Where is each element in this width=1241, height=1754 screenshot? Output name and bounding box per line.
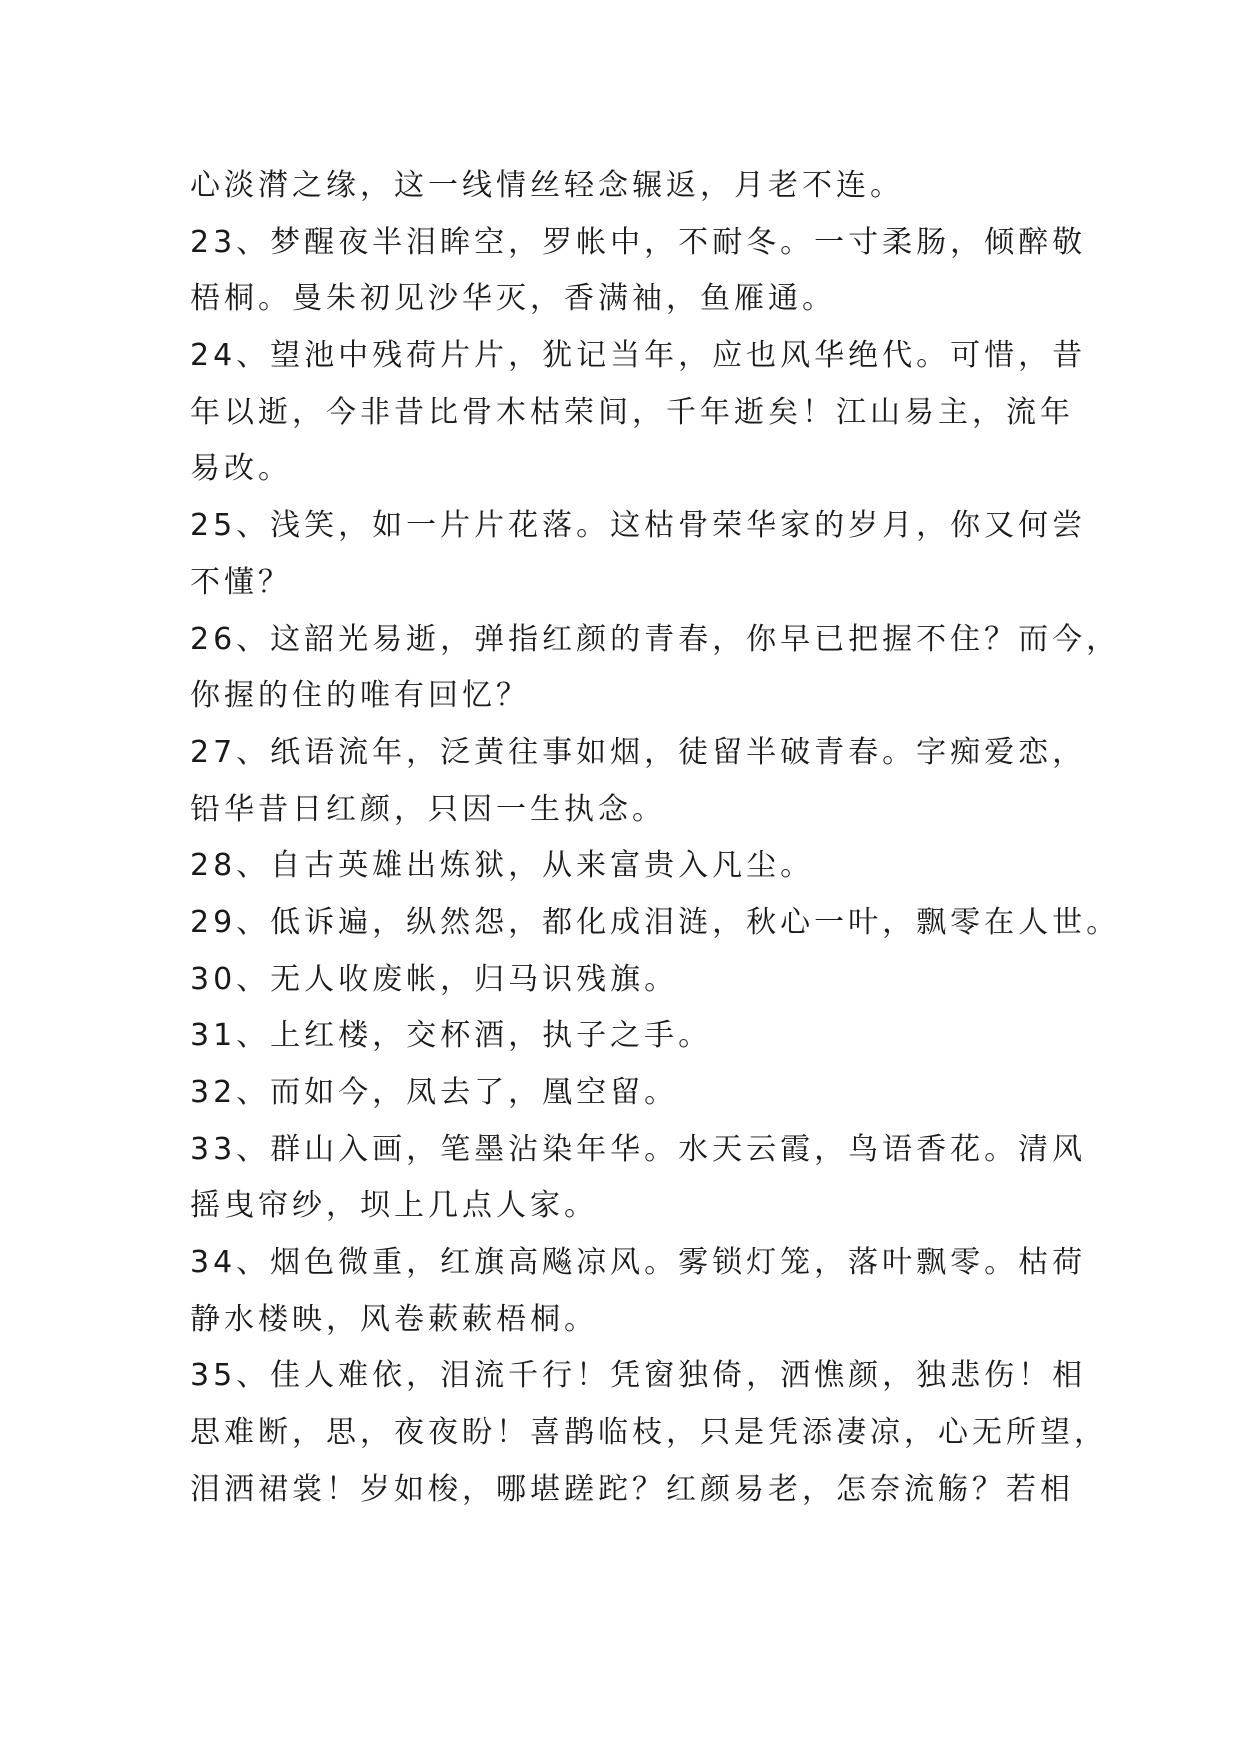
text-line: 23、梦醒夜半泪眸空，罗帐中，不耐冬。一寸柔肠，倾醉敬	[190, 224, 1087, 260]
text-line: 29、低诉遍，纵然怨，都化成泪涟，秋心一叶，飘零在人世。	[190, 904, 1121, 940]
text-line: 思难断，思，夜夜盼！喜鹊临枝，只是凭添凄凉，心无所望，	[190, 1415, 1108, 1451]
text-line: 28、自古英雄出炼狱，从来富贵入凡尘。	[190, 848, 815, 884]
text-line: 不懂？	[190, 564, 292, 600]
text-line: 摇曳帘纱，坝上几点人家。	[190, 1188, 598, 1224]
text-line: 心淡潸之缘，这一线情丝轻念辗返，月老不连。	[190, 168, 904, 203]
text-line: 你握的住的唯有回忆？	[190, 678, 530, 714]
text-line: 梧桐。曼朱初见沙华灭，香满袖，鱼雁通。	[190, 281, 836, 317]
text-line: 泪洒裙裳！岁如梭，哪堪蹉跎？红颜易老，怎奈流觞？若相	[190, 1471, 1074, 1507]
text-line: 31、上红楼，交杯酒，执子之手。	[190, 1018, 713, 1054]
text-line: 33、群山入画，笔墨沾染年华。水天云霞，鸟语香花。清风	[190, 1131, 1087, 1167]
text-line: 32、而如今，凤去了，凰空留。	[190, 1075, 679, 1110]
text-line: 易改。	[190, 451, 292, 487]
text-line: 铅华昔日红颜，只因一生执念。	[190, 791, 666, 827]
text-line: 25、浅笑，如一片片花落。这枯骨荣华家的岁月，你又何尝	[190, 508, 1087, 544]
text-line: 34、烟色微重，红旗高飚凉风。雾锁灯笼，落叶飘零。枯荷	[190, 1245, 1087, 1281]
text-line: 24、望池中残荷片片，犹记当年，应也风华绝代。可惜，昔	[190, 338, 1087, 374]
text-line: 年以逝，今非昔比骨木枯荣间，千年逝矣！江山易主，流年	[190, 394, 1074, 430]
text-line: 27、纸语流年，泛黄往事如烟，徒留半破青春。字痴爱恋，	[190, 734, 1087, 770]
text-line: 静水楼映，风卷蔌蔌梧桐。	[190, 1301, 598, 1337]
document-body	[190, 158, 1121, 1519]
text-line: 35、佳人难依，泪流千行！凭窗独倚，洒憔颜，独悲伤！相	[190, 1358, 1087, 1394]
text-line: 26、这韶光易逝，弹指红颜的青春，你早已把握不住？而今，	[190, 621, 1121, 657]
text-line: 30、无人收废帐，归马识残旗。	[190, 961, 679, 997]
